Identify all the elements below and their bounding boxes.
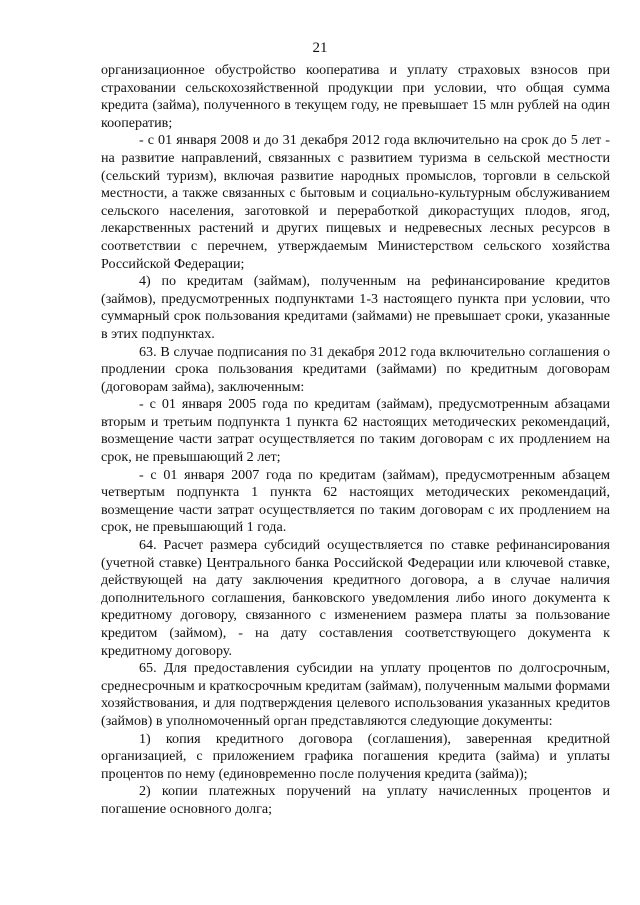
paragraph: 2) копии платежных поручений на уплату начисленных процентов и погашение основного долга; xyxy=(101,783,610,817)
document-body xyxy=(101,62,610,819)
paragraph: 65. Для предоставления субсидии на уплату процентов по долгосрочным, среднесрочным и краткосрочным кредитам (займам), полученным малыми формами хозяйствования, и для подтверждения целевого использования указанных кредитов (займов) в уполномоченный орган представляются следующие документы: xyxy=(101,660,610,729)
paragraph: 4) по кредитам (займам), полученным на рефинансирование кредитов (займов), предусмотренных подпунктами 1-3 настоящего пункта при условии, что суммарный срок пользования кредитами (займами) не превышает сроки, указанные в этих подпунктах. xyxy=(101,273,610,342)
paragraph: 63. В случае подписания по 31 декабря 2012 года включительно соглашения о продлении срока пользования кредитами (займами) по кредитным договорам (договорам займа), заключенным: xyxy=(101,343,610,395)
paragraph: - с 01 января 2007 года по кредитам (займам), предусмотренным абзацем четвертым подпункта 1 пункта 62 настоящих методических рекомендаций, возмещение части затрат осуществляется по таким договорам с их продлением на срок, не превышающий 1 года. xyxy=(101,466,610,536)
paragraph: 64. Расчет размера субсидий осуществляется по ставке рефинансирования (учетной ставке) Центрального банка Российской Федерации или ключевой ставке, действующей на дату заключения кредитного договора, а в случае наличия дополнительного соглашения, банковского уведомления либо иного документа к кредитному договору, связанного с изменением размера платы за пользование кредитом (займом), - на дату составления соответствующего документа к кредитному договору. xyxy=(101,537,610,659)
paragraph: - с 01 января 2008 и до 31 декабря 2012 года включительно на срок до 5 лет - на развитие направлений, связанных с развитием туризма в сельской местности (сельский туризм), включая развитие народных промыслов, торговли в сельской местности, а также связанных с бытовым и социально-культурным обслуживанием сельского населения, заготовкой и переработкой дикорастущих плодов, ягод, лекарственных растений и других пищевых и недревесных лесных ресурсов в соответствии с перечнем, утверждаемым Министерством сельского хозяйства Российской Федерации; xyxy=(101,132,610,272)
paragraph: организационное обустройство кооператива и уплату страховых взносов при страховании сельскохозяйственной продукции при условии, что общая сумма кредита (займа), полученного в текущем году, не превышает 15 млн рублей на один кооператив; xyxy=(101,62,610,131)
paragraph: - с 01 января 2005 года по кредитам (займам), предусмотренным абзацами вторым и третьим подпункта 1 пункта 62 настоящих методических рекомендаций, возмещение части затрат осуществляется по таким договорам с их продлением на срок, не превышающий 2 лет; xyxy=(101,396,610,466)
page-number: 21 xyxy=(312,40,328,56)
paragraph: 1) копия кредитного договора (соглашения), заверенная кредитной организацией, с приложением графика погашения кредита (займа) и уплаты процентов по нему (единовременно после получения кредита (займа)); xyxy=(101,730,610,782)
